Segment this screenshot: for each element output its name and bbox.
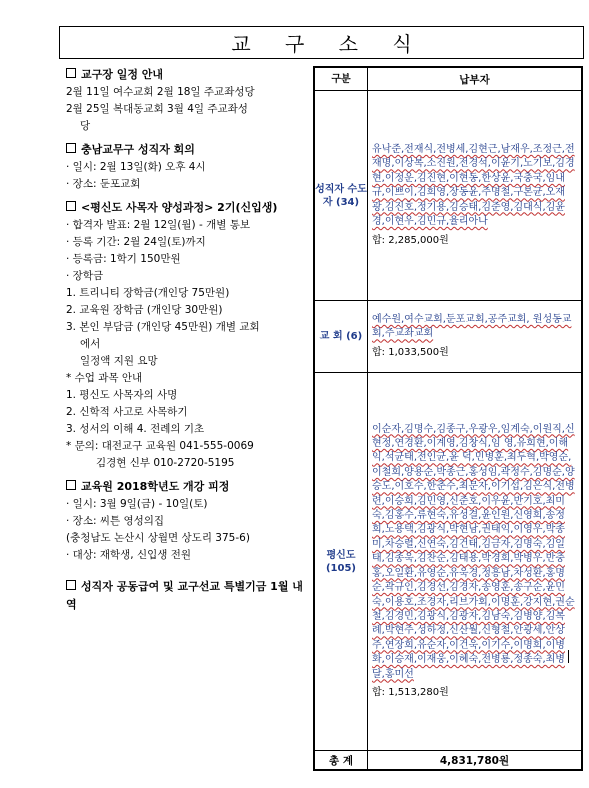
opening-retreat-line: · 일시: 3월 9일(금) - 10일(토) — [66, 498, 208, 510]
training-line: * 문의: 대전교구 교육원 041-555-0069 — [66, 440, 254, 452]
clergy-meeting-heading — [66, 141, 304, 159]
training-line: · 등록 기간: 2월 24일(토)까지 — [66, 236, 206, 248]
training-line: · 장학금 — [66, 270, 104, 282]
training-line: 1. 평신도 사목자의 사명 — [66, 389, 178, 401]
row-amount: 합: 2,285,000원 — [372, 234, 449, 246]
table-row — [315, 301, 582, 373]
schedule-heading — [66, 66, 304, 84]
table-row — [315, 373, 582, 751]
page-title-box — [59, 26, 584, 59]
row-amount: 합: 1,033,500원 — [372, 346, 449, 358]
text-cursor-mark — [568, 650, 569, 663]
training-line: 1. 트리니티 장학금(개인당 75만원) — [66, 287, 230, 299]
schedule-heading-text: 교구장 일정 안내 — [81, 68, 164, 81]
opening-retreat-line: · 장소: 씨튼 영성의집 — [66, 515, 165, 527]
clergy-meeting-heading-text: 충남교무구 성직자 회의 — [81, 143, 195, 156]
training-line: 2. 신학적 사고로 사목하기 — [66, 406, 188, 418]
opening-retreat-section — [66, 478, 304, 564]
donation-table-grid — [314, 67, 582, 770]
opening-retreat-heading-text: 교육원 2018학년도 개강 피정 — [81, 480, 230, 493]
opening-retreat-heading — [66, 478, 304, 496]
checkbox-bullet-icon — [66, 580, 76, 590]
row-names: 유낙준,전재식,전병세,김현근,남재우,조정근,전재명,이상복,소진원,전경석,이윤기,노기보,김경현,이정운,김진현,이현동,한상윤,국충국,임내규,이쁘이,김희영,장동윤,주명철,구본균,오재광,김진호,정기용,김승태,김준영,김대식,김윤경,이현우,김민규,율리아나 — [372, 144, 575, 228]
row-names: 이순자,김명수,김종구,우광우,임계숙,이원직,신현정,연경환,이계영,김창식,임 영,유희현,이해익,석균태,전인균,윤 덕,민병훈,최두혁,박영순,이철희,양용순,박종근,홍성임,곽정수,김명순,양승도,이호수,한춘수,최문자,이기섭,김은식,전병련,이승희,김민영,신준호,이우윤,반기호,최미숙,김홍수,류현숙,유성결,윤인원,신영희,송정희,노용택,김광식,박현남,권태익,이영우,박종미,차승렬,신연숙,김건태,김금자,김명숙,김일태,김종욱,김찬순,김태용,박경희,박병우,반충홍,오일환,유영순,유욱경,정흥남,차성환,홍명순,곽규인,김경선,김경자,송영훈,송구순,윤민숙,이용호,조경자,리브가회,이명훈,강지현,권순철,김경민,김광식,김광자,김남숙,김병양,김복례,박현주,성하정,신산월,신형철,안광세,안상주,연장희,유순자,이건욱,이기수,이명희,이병화,이승재,이재웅,이혜숙,전병룡,정종숙,최병달,홍미선 — [372, 423, 575, 680]
training-line: 김경현 신부 010-2720-5195 — [96, 457, 235, 469]
payer-header: 납부자 — [368, 68, 582, 91]
training-line: · 합격자 발표: 2월 12일(월) - 개별 통보 — [66, 219, 250, 231]
donation-heading — [66, 578, 304, 614]
schedule-line: 2월 25일 복대동교회 3월 4일 주교좌성 — [66, 103, 248, 115]
training-heading-text: <평신도 사목자 양성과정> 2기(신입생) — [81, 201, 278, 214]
donation-section — [66, 578, 304, 614]
checkbox-bullet-icon — [66, 143, 76, 153]
training-line: 3. 성서의 이해 4. 전례의 기초 — [66, 423, 205, 435]
training-section — [66, 199, 304, 472]
training-line: * 수업 과목 안내 — [66, 372, 143, 384]
schedule-section — [66, 66, 304, 135]
clergy-meeting-line: · 장소: 둔포교회 — [66, 178, 141, 190]
table-header-row — [315, 68, 582, 91]
clergy-meeting-section — [66, 141, 304, 193]
row-amount: 합: 1,513,280원 — [372, 686, 449, 698]
donation-heading-text: 성직자 공동급여 및 교구선교 특별기금 1월 내역 — [66, 580, 303, 611]
training-line: 3. 본인 부담금 (개인당 45만원) 개별 교회 — [66, 321, 260, 333]
schedule-line: 당 — [80, 120, 91, 132]
training-heading — [66, 199, 304, 217]
row-category: 성직자 수도자 (34) — [315, 91, 368, 301]
training-line: 2. 교육원 장학금 (개인당 30만원) — [66, 304, 223, 316]
total-label: 총 계 — [315, 751, 368, 770]
training-line: · 등록금: 1학기 150만원 — [66, 253, 181, 265]
donation-table — [313, 66, 583, 771]
opening-retreat-line: (충청남도 논산시 상월면 상도리 375-6) — [66, 532, 250, 544]
row-names-cell — [368, 373, 582, 751]
row-names: 예수원,여수교회,둔포교회,공주교회, 원성동교회,주교좌교회 — [372, 313, 572, 340]
row-category: 평신도 (105) — [315, 373, 368, 751]
category-header: 구분 — [315, 68, 368, 91]
checkbox-bullet-icon — [66, 480, 76, 490]
row-category: 교 회 (6) — [315, 301, 368, 373]
opening-retreat-line: · 대상: 재학생, 신입생 전원 — [66, 549, 191, 561]
table-row — [315, 91, 582, 301]
clergy-meeting-line: · 일시: 2월 13일(화) 오후 4시 — [66, 161, 206, 173]
checkbox-bullet-icon — [66, 68, 76, 78]
checkbox-bullet-icon — [66, 201, 76, 211]
training-line: 일정액 지원 요망 — [80, 355, 158, 367]
table-total-row — [315, 751, 582, 770]
row-names-cell — [368, 91, 582, 301]
page-title: 교 구 소 식 — [231, 32, 426, 56]
notice-column — [66, 66, 304, 614]
training-line: 에서 — [80, 338, 101, 350]
total-value: 4,831,780원 — [368, 751, 582, 770]
row-names-cell — [368, 301, 582, 373]
schedule-line: 2월 11일 여수교회 2월 18일 주교좌성당 — [66, 86, 255, 98]
